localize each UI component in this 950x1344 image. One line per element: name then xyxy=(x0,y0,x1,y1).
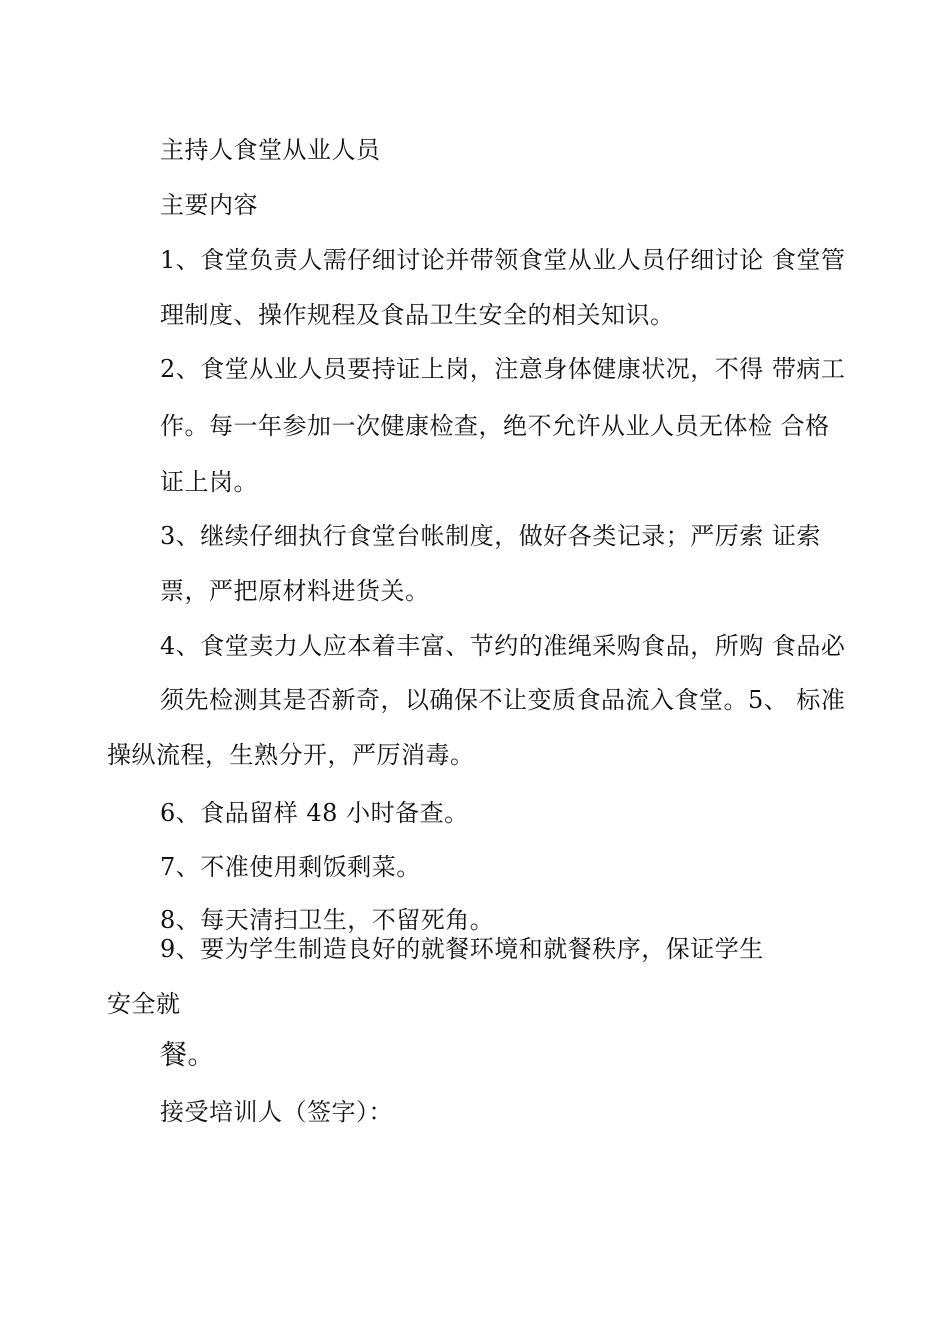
item-3-line-1: 3、继续仔细执行食堂台帐制度，做好各类记录；严厉索 证索 xyxy=(160,522,821,550)
item-3-line-2: 票，严把原材料进货关。 xyxy=(160,577,430,605)
main-content-heading: 主要内容 xyxy=(160,191,258,219)
item-5-line-2: 操纵流程，生熟分开，严厉消毒。 xyxy=(107,741,475,769)
trainee-signature-label: 接受培训人（签字）： xyxy=(160,1098,393,1126)
item-4-line-2: 须先检测其是否新奇，以确保不让变质食品流入食堂。5、 标准 xyxy=(160,686,846,714)
host-line: 主持人食堂从业人员 xyxy=(160,136,381,164)
item-1-line-1: 1、食堂负责人需仔细讨论并带领食堂从业人员仔细讨论 食堂管 xyxy=(160,246,846,274)
item-2-line-1: 2、食堂从业人员要持证上岗，注意身体健康状况，不得 带病工 xyxy=(160,355,846,383)
item-6: 6、食品留样 48 小时备查。 xyxy=(160,799,469,827)
item-7: 7、不准使用剩饭剩菜。 xyxy=(160,853,421,881)
item-1-line-2: 理制度、操作规程及食品卫生安全的相关知识。 xyxy=(160,301,675,329)
item-8: 8、每天清扫卫生，不留死角。 xyxy=(160,906,495,934)
item-9-line-1: 9、要为学生制造良好的就餐环境和就餐秩序，保证学生 xyxy=(160,935,764,963)
item-9-line-3: 餐。 xyxy=(160,1040,215,1071)
item-2-line-3: 证上岗。 xyxy=(160,468,258,496)
item-9-line-2: 安全就 xyxy=(107,990,181,1018)
item-2-line-2: 作。每一年参加一次健康检查，绝不允许从业人员无体检 合格 xyxy=(160,412,830,440)
item-4-line-1: 4、食堂卖力人应本着丰富、节约的准绳采购食品，所购 食品必 xyxy=(160,632,846,660)
